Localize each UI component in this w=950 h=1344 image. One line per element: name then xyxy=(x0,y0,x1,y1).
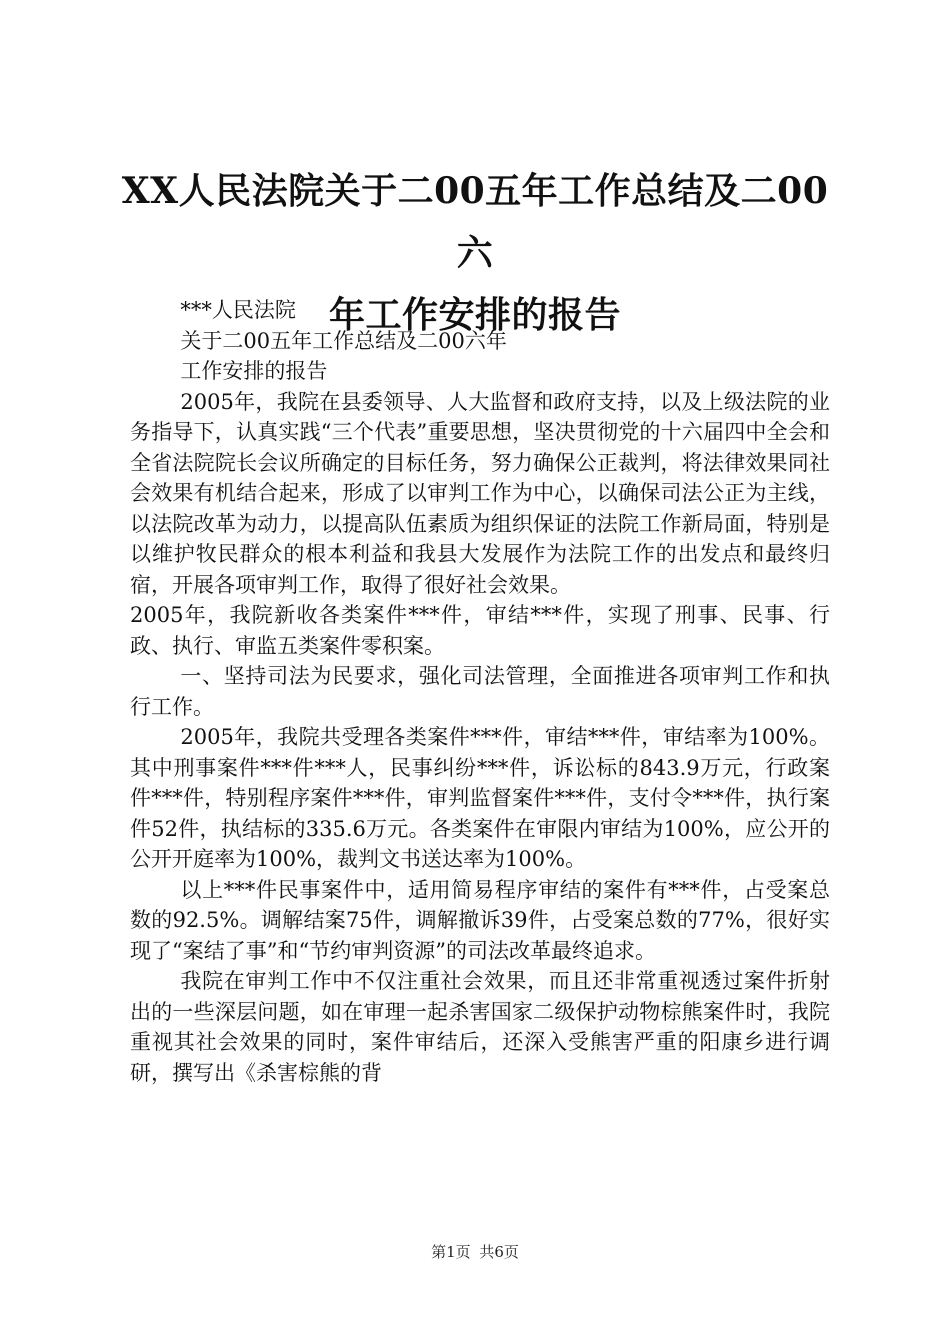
page-total: 共6页 xyxy=(479,1243,519,1261)
document-body xyxy=(130,295,830,1088)
title-line-2: 年工作安排的报告 xyxy=(328,294,621,336)
paragraph: 2005年，我院在县委领导、人大监督和政府支持，以及上级法院的业务指导下，认真实践“三个代表”重要思想，坚决贯彻党的十六届四中全会和全省法院院长会议所确定的目标任务，努力确保公正裁判，将法律效果同社会效果有机结合起来，形成了以审判工作为中心，以确保司法公正为主线，以法院改革为动力，以提高队伍素质为组织保证的法院工作新局面，特别是以维护牧民群众的根本利益和我县大发展作为法院工作的出发点和最终归宿，开展各项审判工作，取得了很好社会效果。 xyxy=(130,389,830,597)
header-line-subject: 关于二00五年工作总结及二00六年 xyxy=(180,328,507,353)
header-line-court: ***人民法院 xyxy=(180,298,296,322)
section-heading: 一、坚持司法为民要求，强化司法管理，全面推进各项审判工作和执行工作。 xyxy=(130,664,830,719)
paragraph: 以上***件民事案件中，适用简易程序审结的案件有***件，占受案总数的92.5%。调解结案75件，调解撤诉39件，占受案总数的77%，很好实现了“案结了事”和“节约审判资源”的司法改革最终追求。 xyxy=(130,877,830,963)
paragraph: 2005年，我院新收各类案件***件，审结***件，实现了刑事、民事、行政、执行、审监五类案件零积案。 xyxy=(130,603,830,658)
title-line-1: XX人民法院关于二00五年工作总结及二00六 xyxy=(121,170,829,274)
header-line-report: 工作安排的报告 xyxy=(180,359,328,383)
page-number: 第1页 xyxy=(431,1243,471,1261)
paragraph: 2005年，我院共受理各类案件***件，审结***件，审结率为100%。其中刑事案件***件***人，民事纠纷***件，诉讼标的843.9万元，行政案件***件，特别程序案件***件，审判监督案件***件，支付令***件，执行案件52件，执结标的335.6万元。各类案件在审限内审结为100%，应公开的公开开庭率为100%，裁判文书送达率为100%。 xyxy=(130,725,830,871)
paragraph: 我院在审判工作中不仅注重社会效果，而且还非常重视透过案件折射出的一些深层问题，如在审理一起杀害国家二级保护动物棕熊案件时，我院重视其社会效果的同时，案件审结后，还深入受熊害严重的阳康乡进行调研，撰写出《杀害棕熊的背 xyxy=(130,969,830,1085)
page-footer xyxy=(0,1242,950,1262)
